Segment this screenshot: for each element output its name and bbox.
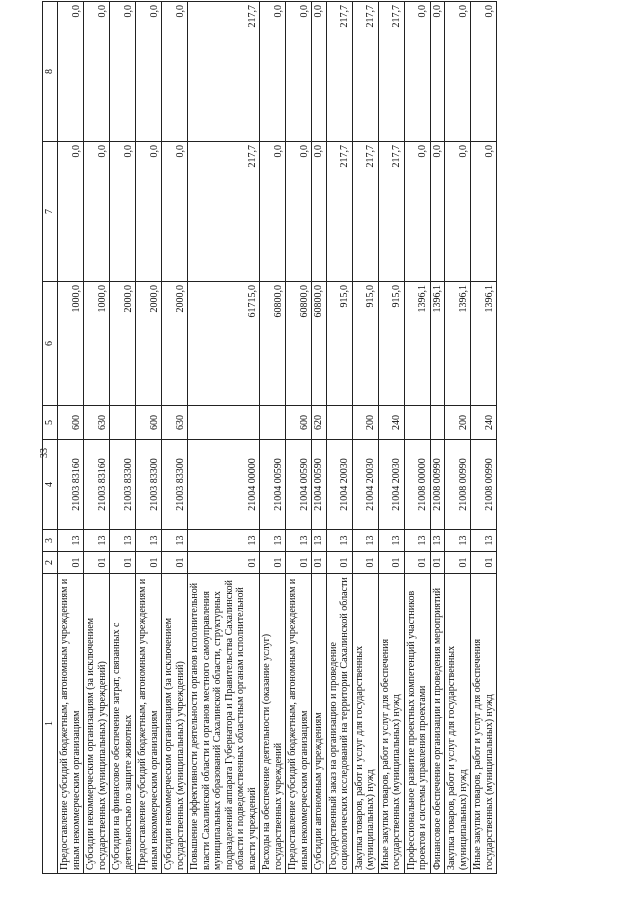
row-target-article: 21008 00990 (445, 440, 471, 530)
table-row (58, 2, 84, 874)
row-name: Закупка товаров, работ и услуг для государственных (муниципальных) нужд (445, 574, 471, 874)
row-amount-col6: 1396,1 (430, 282, 445, 406)
row-section: 01 (110, 552, 136, 574)
row-expense-type (260, 406, 286, 440)
row-amount-col8: 0,0 (445, 2, 471, 142)
row-subsection: 13 (110, 530, 136, 552)
row-target-article: 21003 83300 (162, 440, 188, 530)
row-amount-col7: 217,7 (352, 142, 378, 282)
row-name: Финансовое обеспечение организации и проведения мероприятий (430, 574, 445, 874)
row-expense-type: 200 (445, 406, 471, 440)
row-target-article: 21003 83160 (84, 440, 110, 530)
table-row (326, 2, 352, 874)
row-amount-col6: 1396,1 (471, 282, 497, 406)
row-section: 01 (312, 552, 327, 574)
header-col-3: 3 (43, 530, 58, 552)
row-amount-col7: 0,0 (445, 142, 471, 282)
row-amount-col6: 2000,0 (110, 282, 136, 406)
row-subsection: 13 (312, 530, 327, 552)
row-amount-col7: 0,0 (136, 142, 162, 282)
table-row (378, 2, 404, 874)
row-name: Субсидии на финансовое обеспечение затрат, связанных с деятельностью по защите животных (110, 574, 136, 874)
row-target-article: 21003 83300 (136, 440, 162, 530)
row-subsection: 13 (58, 530, 84, 552)
table-row (260, 2, 286, 874)
row-expense-type (326, 406, 352, 440)
row-subsection: 13 (378, 530, 404, 552)
row-target-article: 21008 00990 (471, 440, 497, 530)
row-amount-col6: 1396,1 (404, 282, 430, 406)
row-amount-col7: 0,0 (312, 142, 327, 282)
row-expense-type: 630 (162, 406, 188, 440)
row-name: Расходы на обеспечение деятельности (оказание услуг) государственных учреждений (260, 574, 286, 874)
row-section: 01 (188, 552, 260, 574)
row-name: Предоставление субсидий бюджетным, автономным учреждениям и иным некоммерческим организациям (58, 574, 84, 874)
table-row (312, 2, 327, 874)
row-amount-col6: 915,0 (326, 282, 352, 406)
row-amount-col7: 217,7 (378, 142, 404, 282)
row-target-article: 21004 20030 (326, 440, 352, 530)
row-subsection: 13 (352, 530, 378, 552)
row-target-article: 21004 00000 (188, 440, 260, 530)
row-target-article: 21008 00990 (430, 440, 445, 530)
row-section: 01 (58, 552, 84, 574)
row-amount-col6: 1000,0 (84, 282, 110, 406)
row-target-article: 21004 00590 (286, 440, 312, 530)
row-expense-type (110, 406, 136, 440)
row-amount-col6: 60800,0 (260, 282, 286, 406)
table-row (404, 2, 430, 874)
row-amount-col7: 0,0 (58, 142, 84, 282)
table-header-row (43, 2, 58, 874)
row-name: Повышение эффективности деятельности органов исполнительной власти Сахалинской области и органов местного самоуправления муниципальных образований Сахалинской области, структурных подразделений аппарата Губернатора и Правительства Сахалинской области и подведомственных областным органам исполнительной власти учреждений (188, 574, 260, 874)
row-section: 01 (286, 552, 312, 574)
row-subsection: 13 (260, 530, 286, 552)
row-name: Государственный заказ на организацию и проведение социологических исследований на территории Сахалинской области (326, 574, 352, 874)
row-expense-type: 620 (312, 406, 327, 440)
row-amount-col8: 0,0 (471, 2, 497, 142)
row-amount-col7: 0,0 (404, 142, 430, 282)
row-amount-col8: 0,0 (84, 2, 110, 142)
row-subsection: 13 (136, 530, 162, 552)
row-name: Субсидии некоммерческим организациям (за исключением государственных (муниципальных) учреждений) (162, 574, 188, 874)
header-col-7: 7 (43, 142, 58, 282)
row-amount-col6: 2000,0 (162, 282, 188, 406)
row-amount-col7: 0,0 (84, 142, 110, 282)
row-amount-col7: 0,0 (286, 142, 312, 282)
row-subsection: 13 (162, 530, 188, 552)
row-amount-col8: 0,0 (110, 2, 136, 142)
row-subsection: 13 (471, 530, 497, 552)
row-name: Профессиональное развитие проектных компетенций участников проектов и системы управления проектами (404, 574, 430, 874)
row-expense-type (188, 406, 260, 440)
row-amount-col8: 217,7 (326, 2, 352, 142)
row-expense-type: 240 (471, 406, 497, 440)
table-row (430, 2, 445, 874)
row-amount-col6: 915,0 (352, 282, 378, 406)
row-amount-col8: 0,0 (312, 2, 327, 142)
page-number: 33 (39, 448, 50, 458)
table-row (110, 2, 136, 874)
table-row (188, 2, 260, 874)
row-amount-col8: 217,7 (352, 2, 378, 142)
row-expense-type (430, 406, 445, 440)
row-name: Предоставление субсидий бюджетным, автономным учреждениям и иным некоммерческим организациям (286, 574, 312, 874)
row-name: Субсидии некоммерческим организациям (за исключением государственных (муниципальных) учреждений) (84, 574, 110, 874)
budget-table-wrapper (42, 2, 598, 874)
table-row (136, 2, 162, 874)
table-row (286, 2, 312, 874)
header-col-8: 8 (43, 2, 58, 142)
row-section: 01 (471, 552, 497, 574)
row-section: 01 (378, 552, 404, 574)
budget-table (42, 1, 497, 874)
row-target-article: 21004 20030 (352, 440, 378, 530)
row-amount-col8: 0,0 (162, 2, 188, 142)
row-name: Иные закупки товаров, работ и услуг для обеспечения государственных (муниципальных) нужд (471, 574, 497, 874)
row-expense-type: 630 (84, 406, 110, 440)
row-name: Субсидии автономным учреждениям (312, 574, 327, 874)
table-row (162, 2, 188, 874)
header-col-6: 6 (43, 282, 58, 406)
row-amount-col6: 2000,0 (136, 282, 162, 406)
row-amount-col7: 0,0 (471, 142, 497, 282)
row-target-article: 21004 00590 (312, 440, 327, 530)
row-amount-col6: 61715,0 (188, 282, 260, 406)
row-expense-type: 240 (378, 406, 404, 440)
row-amount-col8: 0,0 (286, 2, 312, 142)
header-col-5: 5 (43, 406, 58, 440)
row-amount-col8: 0,0 (58, 2, 84, 142)
table-row (352, 2, 378, 874)
row-subsection: 13 (326, 530, 352, 552)
row-target-article: 21003 83300 (110, 440, 136, 530)
row-amount-col6: 60800,0 (312, 282, 327, 406)
row-target-article: 21003 83160 (58, 440, 84, 530)
row-amount-col8: 0,0 (136, 2, 162, 142)
row-section: 01 (404, 552, 430, 574)
row-section: 01 (326, 552, 352, 574)
row-section: 01 (260, 552, 286, 574)
row-target-article: 21004 00590 (260, 440, 286, 530)
row-amount-col8: 0,0 (260, 2, 286, 142)
row-amount-col7: 0,0 (110, 142, 136, 282)
table-row (445, 2, 471, 874)
table-row (471, 2, 497, 874)
row-amount-col7: 0,0 (260, 142, 286, 282)
row-name: Закупка товаров, работ и услуг для государственных (муниципальных) нужд (352, 574, 378, 874)
row-target-article: 21008 00000 (404, 440, 430, 530)
row-subsection: 13 (84, 530, 110, 552)
row-amount-col8: 0,0 (430, 2, 445, 142)
row-section: 01 (84, 552, 110, 574)
row-amount-col7: 0,0 (430, 142, 445, 282)
row-amount-col7: 217,7 (188, 142, 260, 282)
header-col-2: 2 (43, 552, 58, 574)
row-target-article: 21004 20030 (378, 440, 404, 530)
row-subsection: 13 (404, 530, 430, 552)
row-name: Предоставление субсидий бюджетным, автономным учреждениям и иным некоммерческим организациям (136, 574, 162, 874)
row-amount-col7: 0,0 (162, 142, 188, 282)
row-amount-col6: 915,0 (378, 282, 404, 406)
row-expense-type: 600 (136, 406, 162, 440)
row-subsection: 13 (445, 530, 471, 552)
row-expense-type: 200 (352, 406, 378, 440)
row-section: 01 (136, 552, 162, 574)
row-amount-col7: 217,7 (326, 142, 352, 282)
row-amount-col8: 217,7 (378, 2, 404, 142)
row-subsection: 13 (188, 530, 260, 552)
row-section: 01 (352, 552, 378, 574)
row-name: Иные закупки товаров, работ и услуг для обеспечения государственных (муниципальных) нужд (378, 574, 404, 874)
row-expense-type (404, 406, 430, 440)
row-section: 01 (445, 552, 471, 574)
row-amount-col8: 0,0 (404, 2, 430, 142)
row-section: 01 (162, 552, 188, 574)
row-expense-type: 600 (58, 406, 84, 440)
row-amount-col6: 1000,0 (58, 282, 84, 406)
row-amount-col6: 1396,1 (445, 282, 471, 406)
header-col-4: 4 (43, 440, 58, 530)
table-body (58, 2, 497, 874)
row-amount-col6: 60800,0 (286, 282, 312, 406)
header-col-1: 1 (43, 574, 58, 874)
row-amount-col8: 217,7 (188, 2, 260, 142)
table-row (84, 2, 110, 874)
row-section: 01 (430, 552, 445, 574)
row-expense-type: 600 (286, 406, 312, 440)
row-subsection: 13 (286, 530, 312, 552)
row-subsection: 13 (430, 530, 445, 552)
